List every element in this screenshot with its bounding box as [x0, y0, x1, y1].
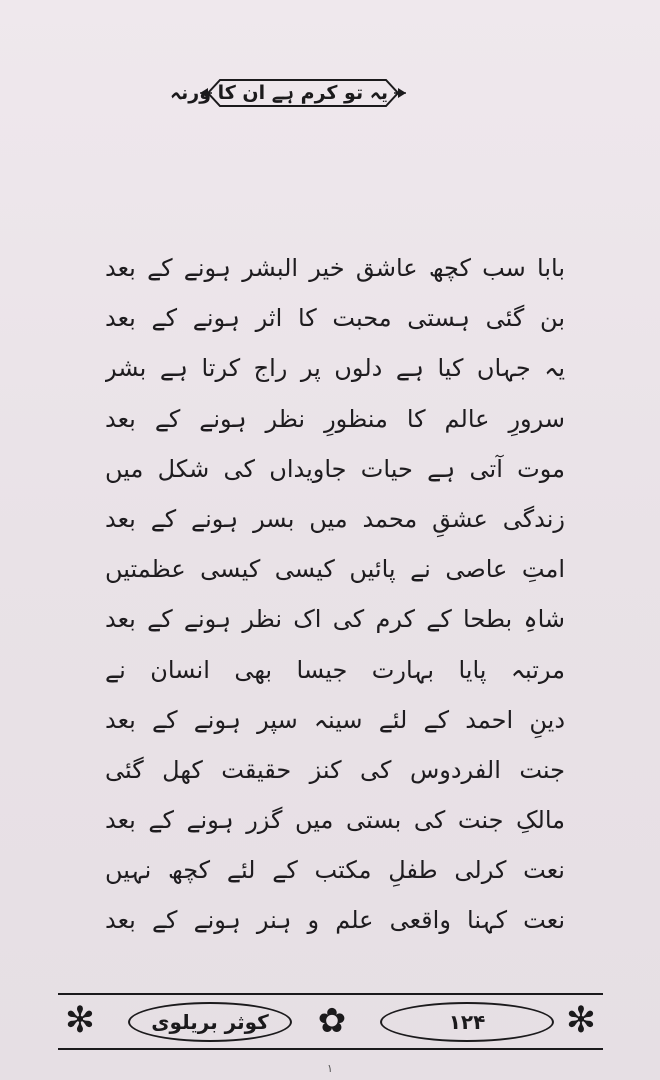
poem-line: امتِ عاصی نے پائیں کیسی کیسی عظمتیں [105, 555, 565, 584]
poem-line: یہ جہاں کیا ہے دلوں پر راج کرتا ہے بشر [105, 354, 565, 383]
poem-text [105, 243, 565, 946]
page-title: یہ تو کرم ہے ان کا ورنہ [170, 82, 388, 104]
page-number: ۱۲۴ [380, 1002, 554, 1042]
poem-line: شاہِ بطحا کے کرم کی اک نظر ہونے کے بعد [105, 605, 565, 634]
author-name: کوثر بریلوی [128, 1002, 292, 1042]
poem-line: نعت کہنا واقعی علم و ہنر ہونے کے بعد [105, 906, 565, 935]
poem-line: بن گئی ہستی محبت کا اثر ہونے کے بعد [105, 304, 565, 333]
folio-mark: ۱ [327, 1062, 333, 1075]
asterisk-ornament-icon: ✻ [64, 1000, 96, 1041]
poem-line: دینِ احمد کے لئے سینہ سپر ہونے کے بعد [105, 705, 565, 734]
poem-line: مرتبہ پایا بہارت جیسا بھی انسان نے [105, 655, 565, 684]
page-footer [58, 993, 603, 1053]
asterisk-ornament-icon: ✻ [565, 1000, 597, 1041]
poem-line: نعت کرلی طفلِ مکتب کے لئے کچھ نہیں [105, 856, 565, 885]
flower-ornament-icon: ✿ [317, 1001, 347, 1041]
poem-line: جنت الفردوس کی کنز حقیقت کھل گئی [105, 755, 565, 784]
poem-line: زندگی عشقِ محمد میں بسر ہونے کے بعد [105, 504, 565, 533]
poem-line: موت آتی ہے حیات جاویداں کی شکل میں [105, 454, 565, 483]
footer-rule-bottom [58, 1048, 603, 1050]
poem-line: سرورِ عالم کا منظورِ نظر ہونے کے بعد [105, 404, 565, 433]
footer-rule-top [58, 993, 603, 995]
poem-line: بابا سب کچھ عاشق خیر البشر ہونے کے بعد [105, 254, 565, 282]
page-header [170, 76, 408, 110]
poem-line: مالکِ جنت کی بستی میں گزر ہونے کے بعد [105, 806, 565, 835]
